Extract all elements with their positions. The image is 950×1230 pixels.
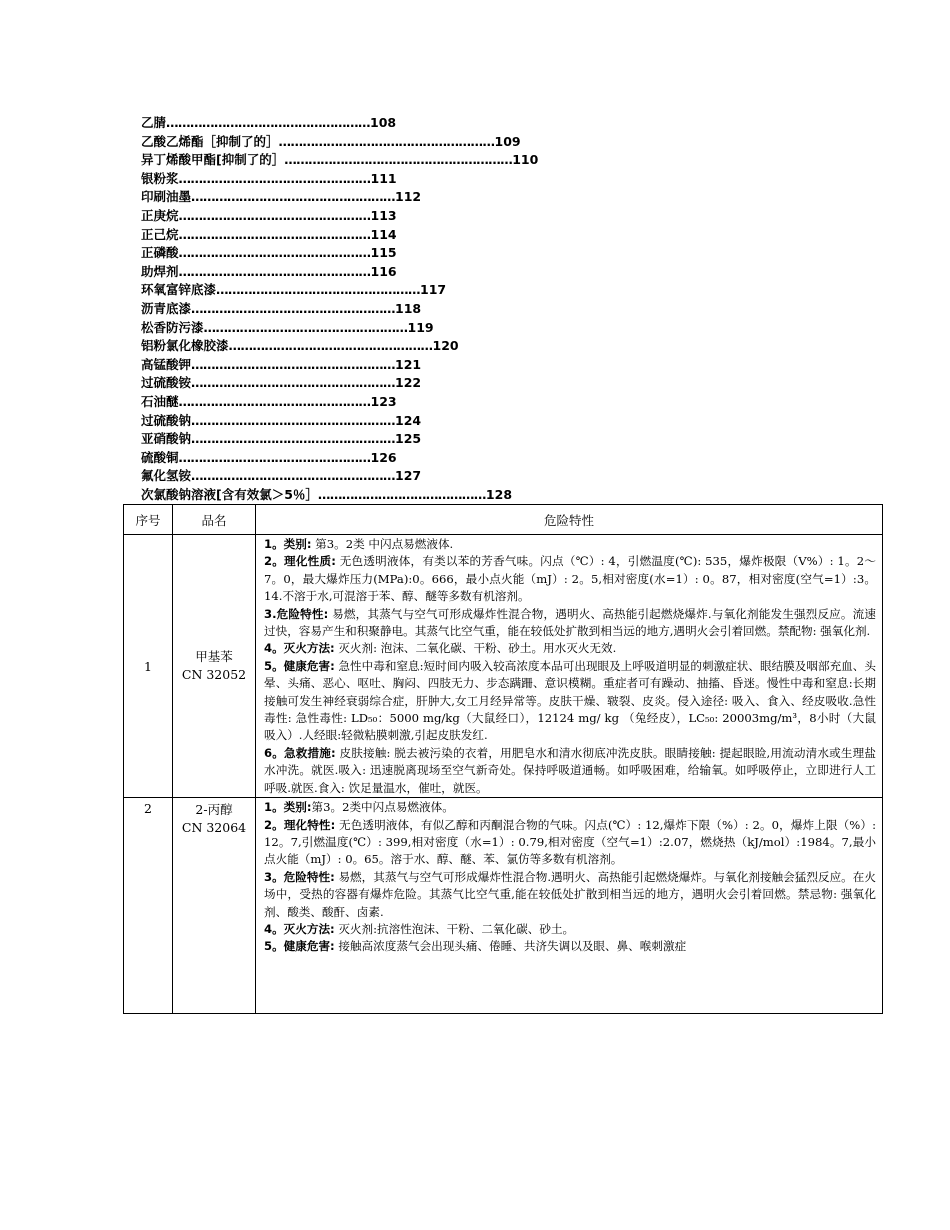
toc-page-number: 116 [370,263,397,279]
toc-page-number: 110 [512,152,539,168]
paragraph-text: 第3。2类 中闪点易燃液体. [311,537,454,551]
toc-leader-dots: ………………………………………… [178,449,371,465]
toc-page-number: 126 [370,449,397,465]
toc-entry[interactable] [141,337,881,356]
header-seq: 序号 [124,505,173,535]
toc-page-number: 111 [370,170,397,186]
paragraph-label: 6。急救措施: [264,745,336,760]
toc-entry[interactable] [141,226,881,245]
paragraph-text: 易燃，其蒸气与空气可形成爆炸性混合物，遇明火、高热能引起燃烧爆炸.与氧化剂能发生强烈反应。流速过快，容易产生和积聚静电。其蒸气比空气重，能在较低处扩散到相当远的地方,遇明火会引着回燃。禁配物: 强氧化剂. [264,606,877,639]
toc-leader-dots: …………………………………………… [191,356,396,372]
toc-entry[interactable] [141,467,881,486]
toc-leader-dots: …………………………………………… [191,468,396,484]
toc-entry[interactable] [141,319,881,338]
toc-leader-dots: ………………………………………… [178,393,371,409]
paragraph-text: 无色透明液体，有似乙醇和丙酮混合物的气味。闪点(℃）: 12,爆炸下限（%）: 2。0，爆炸上限（%）: 12。7,引燃温度(℃）: 399,相对密度（水=1）: 0.79,相对密度（空气=1）:2.07，燃烧热（kJ/mol）:1984。7,最小点火能（mJ）: 0。65。溶于水、醇、醚、苯、氯仿等多数有机溶剂。 [264,817,876,867]
paragraph-text: 第3。2类中闪点易燃液体。 [311,800,454,815]
row-hazard-properties [256,535,883,798]
product-cn-number: CN 32052 [181,667,247,683]
toc-page-number: 121 [395,356,422,372]
toc-leader-dots: ………………………………………… [178,207,371,223]
toc-leader-dots: …………………………………………… [191,431,396,447]
toc-page-number: 125 [395,431,422,447]
product-name: 甲基苯 [195,649,233,665]
hazard-table [123,504,883,1014]
toc-entry-name: 松香防污漆 [141,319,204,335]
toc-entry[interactable] [141,374,881,393]
paragraph-text: 接触高浓度蒸气会出现头痛、倦睡、共济失调以及眼、鼻、喉刺激症 [334,939,687,954]
hazard-paragraph [264,536,876,553]
hazard-paragraph [264,745,876,797]
toc-page-number: 117 [420,282,447,298]
toc-leader-dots: ………………………………………… [178,263,371,279]
toc-entry[interactable] [141,188,881,207]
toc-entry-name: 正己烷 [141,226,179,242]
paragraph-text: 无色透明液体，有类以苯的芳香气味。闪点（℃）: 4，引燃温度(℃): 535，爆炸极限（V%）: 1。2～7。0，最大爆炸压力(MPa):0。666，最小点火能（mJ）: 2。5,相对密度(水=1）: 0。87，相对密度(空气=1）:3。14.不溶于水,可混溶于苯、醇、醚等多数有机溶剂。 [264,554,876,604]
toc-leader-dots: …………………………………………… [228,338,433,354]
paragraph-label: 5。健康危害: [264,939,335,954]
toc-page-number: 124 [395,412,422,428]
toc-entry-name: 硫酸铜 [141,449,179,465]
hazard-text-clip [264,799,876,1013]
toc-entry[interactable] [141,430,881,449]
toc-leader-dots: …………………………………………… [166,115,371,130]
toc-entry[interactable] [141,133,881,152]
toc-entry-name: 乙腈 [141,115,167,130]
toc-leader-dots: ………………………………………………… [284,152,513,168]
paragraph-label: 5。健康危害: [264,658,335,673]
hazard-paragraph [264,921,876,938]
toc-entry-name: 乙酸乙烯酯［抑制了的］ [141,133,279,149]
table-row [124,535,883,798]
header-hazard: 危险特性 [256,505,883,535]
toc-leader-dots: ……………………………………………… [278,133,495,149]
toc-entry-name: 过硫酸钠 [141,412,192,428]
toc-entry-name: 异丁烯酸甲酯[抑制了的］ [141,152,285,168]
table-row [124,798,883,1014]
paragraph-text: 易燃，其蒸气与空气可形成爆炸性混合物.遇明火、高热能引起燃烧爆炸。与氧化剂接触会猛烈反应。在火场中，受热的容器有爆炸危险。其蒸气比空气重,能在较低处扩散到相当远的地方，遇明火会引着回燃。禁忌物: 强氧化剂、酸类、酸酐、卤素. [264,869,876,919]
toc-entry[interactable] [141,114,881,133]
paragraph-label: 3.危险特性: [264,606,329,621]
product-name: 2-丙醇 [195,802,233,818]
toc-entry-name: 石油醚 [141,393,179,409]
toc-entry[interactable] [141,486,881,505]
toc-page-number: 115 [370,245,397,261]
toc-entry[interactable] [141,300,881,319]
toc-entry-name: 次氯酸钠溶液[含有效氯＞5％］ [141,486,318,502]
toc-entry[interactable] [141,244,881,263]
product-cn-number: CN 32064 [181,820,247,836]
toc-entry-name: 环氧富锌底漆 [141,282,217,298]
toc-entry-name: 高锰酸钾 [141,356,192,372]
toc-leader-dots: ………………………………………… [178,226,371,242]
paragraph-label: 1。类别: [264,537,312,551]
toc-entry-name: 正磷酸 [141,245,179,261]
toc-entry-name: 正庚烷 [141,207,179,223]
toc-leader-dots: ………………………………………… [178,170,371,186]
row-product [173,798,256,1014]
toc-leader-dots: ………………………………………… [178,245,371,261]
toc-page-number: 118 [395,300,422,316]
toc-entry[interactable] [141,412,881,431]
toc-entry-name: 银粉浆 [141,170,179,186]
paragraph-label: 3。危险特性: [264,869,335,884]
toc-entry-name: 铝粉氯化橡胶漆 [141,338,229,354]
toc-page-number: 109 [494,133,521,149]
toc-entry[interactable] [141,263,881,282]
toc-entry-name: 氟化氢铵 [141,468,192,484]
toc-entry[interactable] [141,170,881,189]
hazard-paragraph [264,640,876,657]
paragraph-label: 2。理化性质: [264,554,336,569]
toc-entry-name: 助焊剂 [141,263,179,279]
toc-leader-dots: …………………………………………… [191,189,396,205]
hazard-paragraph [264,938,876,955]
toc-leader-dots: …………………………………………… [191,375,396,391]
toc-entry[interactable] [141,356,881,375]
toc-page-number: 120 [432,338,459,354]
toc-page-number: 123 [370,393,397,409]
hazard-paragraph [264,869,876,921]
toc-entry-name: 沥青底漆 [141,300,192,316]
toc-entry[interactable] [141,281,881,300]
toc-leader-dots: …………………………………… [317,486,486,502]
hazard-paragraph [264,606,876,641]
paragraph-text: 灭火剂: 泡沫、二氧化碳、干粉、砂土。用水灭火无效. [334,641,617,656]
paragraph-text: 急性中毒和窒息:短时间内吸入较高浓度本品可出现眼及上呼吸道明显的刺激症状、眼结膜及咽部充血、头晕、头痛、恶心、呕吐、胸闷、四肢无力、步态蹒跚、意识模糊。重症者可有躁动、抽搐、昏迷。慢性中毒和窒息:长期接触可发生神经衰弱综合症，肝肿大,女工月经异常等。皮肤干燥、皲裂、皮炎。侵入途径: 吸入、食入、经皮吸收.急性毒性: 急性毒性: LD₅₀：5000 mg/kg（大鼠经口），12124 mg/ kg （兔经皮），LC₅₀: 20003mg/m³，8小时（大鼠吸入）.人经眼:轻微粘膜刺激,引起皮肤发红. [264,658,876,743]
row-hazard-properties [256,798,883,1014]
toc-entry[interactable] [141,151,881,170]
toc-entry-name: 亚硝酸钠 [141,431,192,447]
row-seq: 2 [124,798,173,1014]
paragraph-text: 皮肤接触: 脱去被污染的衣着，用肥皂水和清水彻底冲洗皮肤。眼睛接触: 提起眼睑,用流动清水或生理盐水冲洗。就医.吸入: 迅速脱离现场至空气新奇处。保持呼吸道通畅。如呼吸困难，给输氧。如呼吸停止，立即进行人工呼吸.就医.食入: 饮足量温水，催吐，就医。 [264,745,876,795]
toc-page-number: 127 [395,468,422,484]
hazard-paragraph [264,799,876,816]
hazard-paragraph [264,553,876,605]
table-of-contents [141,114,881,504]
toc-page-number: 108 [370,115,397,130]
toc-page-number: 128 [485,486,513,502]
toc-leader-dots: …………………………………………… [191,300,396,316]
toc-entry-name: 印刷油墨 [141,189,192,205]
toc-page-number: 112 [395,189,422,205]
row-seq: 1 [124,535,173,798]
toc-entry[interactable] [141,449,881,468]
toc-leader-dots: …………………………………………… [191,412,396,428]
paragraph-text: 灭火剂:抗溶性泡沫、干粉、二氧化碳、砂土。 [334,921,575,936]
paragraph-label: 1。类别: [264,800,312,815]
toc-page-number: 122 [395,375,422,391]
paragraph-label: 2。理化特性: [264,817,336,832]
toc-page-number: 113 [370,207,397,223]
toc-entry[interactable] [141,207,881,226]
toc-entry[interactable] [141,393,881,412]
hazard-paragraph [264,817,876,869]
header-name: 品名 [173,505,256,535]
paragraph-label: 4。灭火方法: [264,641,335,656]
toc-leader-dots: …………………………………………… [203,319,408,335]
hazard-paragraph [264,658,876,745]
table-header-row [124,505,883,535]
toc-leader-dots: …………………………………………… [216,282,421,298]
paragraph-label: 4。灭火方法: [264,921,335,936]
toc-page-number: 114 [370,226,397,242]
toc-entry-name: 过硫酸铵 [141,375,192,391]
toc-page-number: 119 [407,319,434,335]
row-product [173,535,256,798]
